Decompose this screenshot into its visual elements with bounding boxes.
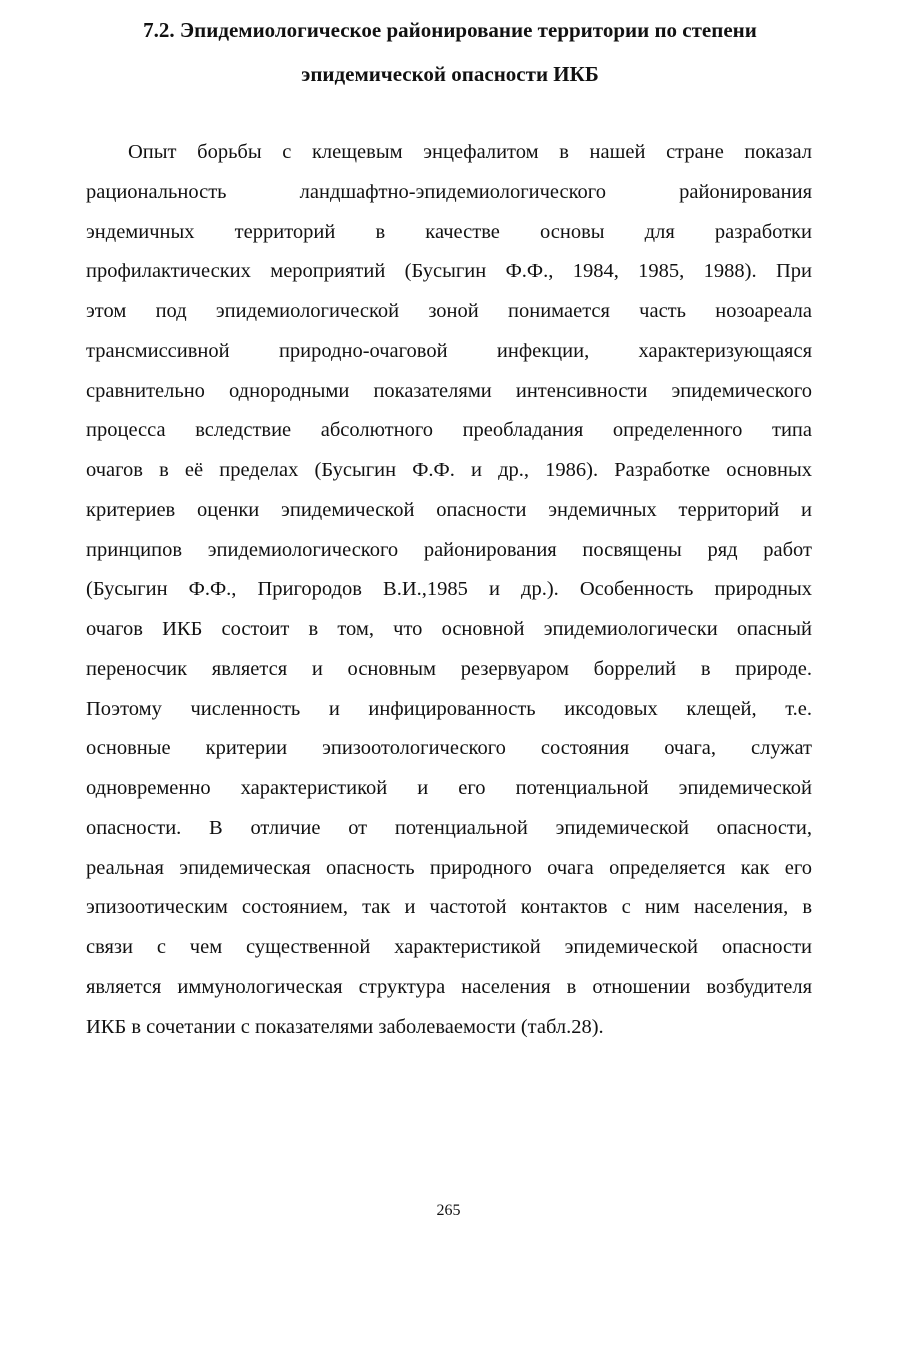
paragraph-line: профилактических мероприятий (Бусыгин Ф.Ф., 1984, 1985, 1988). При bbox=[86, 260, 812, 283]
paragraph-line: Поэтому численность и инфицированность иксодовых клещей, т.е. bbox=[86, 697, 812, 720]
paragraph-line: переносчик является и основным резервуаром боррелий в природе. bbox=[86, 657, 812, 680]
paragraph-line: критериев оценки эпидемической опасности эндемичных территорий и bbox=[86, 498, 812, 521]
paragraph-line: опасности. В отличие от потенциальной эпидемической опасности, bbox=[86, 816, 812, 839]
section-heading-line-2: эпидемической опасности ИКБ bbox=[301, 62, 599, 86]
paragraph-line: основные критерии эпизоотологического состояния очага, служат bbox=[86, 737, 812, 760]
paragraph-line: сравнительно однородными показателями интенсивности эпидемического bbox=[86, 379, 812, 402]
paragraph-line: является иммунологическая структура населения в отношении возбудителя bbox=[86, 975, 812, 998]
paragraph-line: одновременно характеристикой и его потенциальной эпидемической bbox=[86, 777, 812, 799]
paragraph-line: очагов ИКБ состоит в том, что основной эпидемиологически опасный bbox=[86, 618, 812, 640]
paragraph-line: принципов эпидемиологического районирования посвящены ряд работ bbox=[86, 538, 812, 561]
paragraph-line: реальная эпидемическая опасность природного очага определяется как его bbox=[86, 856, 812, 879]
body-paragraph bbox=[86, 138, 812, 1052]
paragraph-line: процесса вследствие абсолютного преобладания определенного типа bbox=[86, 419, 812, 442]
paragraph-line: очагов в её пределах (Бусыгин Ф.Ф. и др., 1986). Разработке основных bbox=[86, 459, 812, 481]
paragraph-line: ИКБ в сочетании с показателями заболеваемости (табл.28). bbox=[86, 1015, 604, 1038]
paragraph-line: (Бусыгин Ф.Ф., Пригородов В.И.,1985 и др.). Особенность природных bbox=[86, 578, 812, 601]
page-number: 265 bbox=[436, 1202, 461, 1219]
section-heading-line-1: 7.2. Эпидемиологическое районирование территории по степени bbox=[143, 18, 757, 42]
paragraph-line: эндемичных территорий в качестве основы для разработки bbox=[86, 220, 812, 243]
paragraph-line: связи с чем существенной характеристикой эпидемической опасности bbox=[86, 936, 812, 958]
paragraph-line: трансмиссивной природно-очаговой инфекции, характеризующаяся bbox=[86, 339, 812, 362]
paragraph-line: эпизоотическим состоянием, так и частотой контактов с ним населения, в bbox=[86, 896, 812, 919]
paragraph-line: Опыт борьбы с клещевым энцефалитом в нашей стране показал bbox=[128, 141, 812, 163]
paragraph-line: рациональность ландшафтно-эпидемиологического районирования bbox=[86, 180, 812, 203]
paragraph-line: этом под эпидемиологической зоной понимается часть нозоареала bbox=[86, 300, 812, 322]
